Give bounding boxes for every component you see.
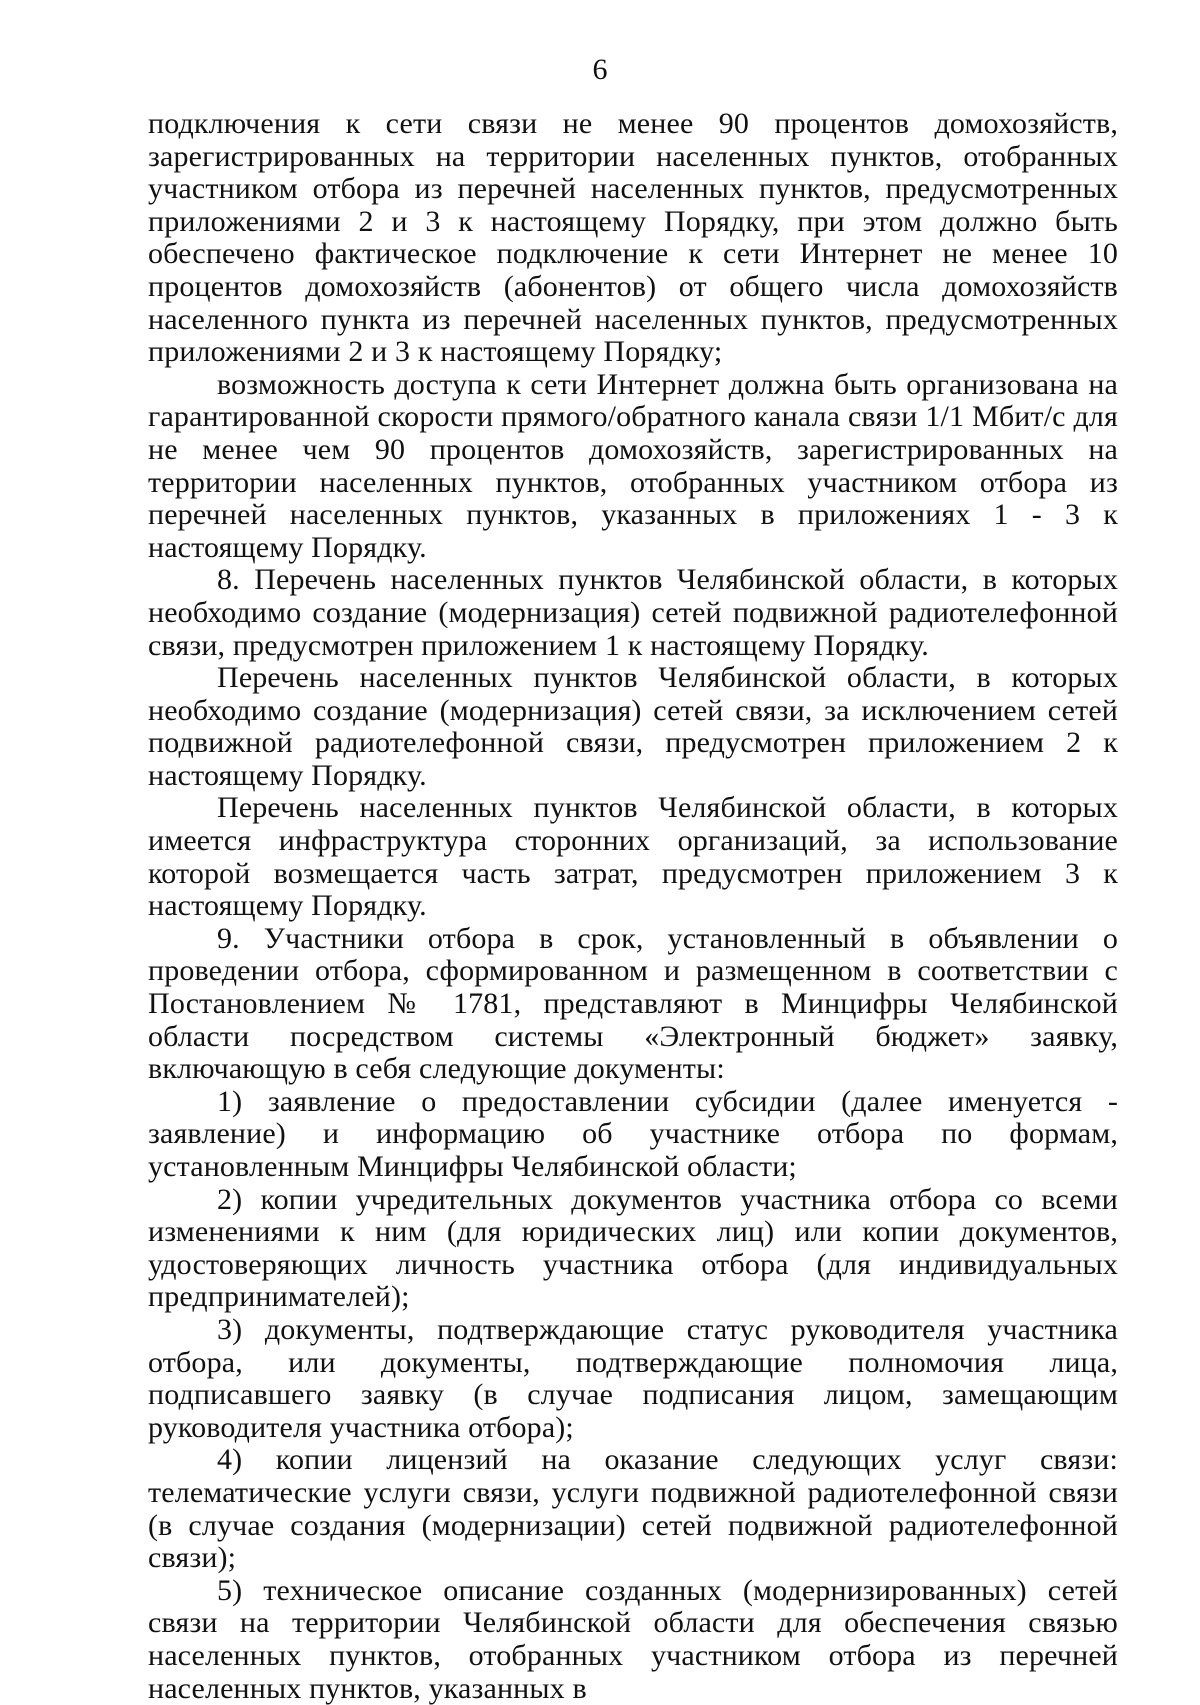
page-number: 6 (592, 53, 608, 86)
paragraph-continuation: подключения к сети связи не менее 90 процентов домохозяйств, зарегистрированных на территории населенных пунктов, отобранных участником отбора из перечней населенных пунктов, предусмотренных приложениями 2 и 3 к настоящему Порядку, при этом должно быть обеспечено фактическое подключение к сети Интернет не менее 10 процентов домохозяйств (абонентов) от общего числа домохозяйств населенного пункта из перечней населенных пунктов, предусмотренных приложениями 2 и 3 к настоящему Порядку; (148, 107, 1118, 369)
list-item-1: 1) заявление о предоставлении субсидии (далее именуется - заявление) и информацию об участнике отбора по формам, установленным Минцифры Челябинской области; (148, 1084, 1118, 1183)
list-item-4: 4) копии лицензий на оказание следующих услуг связи: телематические услуги связи, услуги подвижной радиотелефонной связи (в случае создания (модернизации) сетей подвижной радиотелефонной связи); (148, 1443, 1118, 1575)
paragraph-item-8: 8. Перечень населенных пунктов Челябинской области, в которых необходимо создание (модернизация) сетей подвижной радиотелефонной связи, предусмотрен приложением 1 к настоящему Порядку. (148, 563, 1118, 662)
paragraph-internet-access: возможность доступа к сети Интернет должна быть организована на гарантированной скорости прямого/обратного канала связи 1/1 Мбит/с для не менее чем 90 процентов домохозяйств, зарегистрированных на территории населенных пунктов, отобранных участником отбора из перечней населенных пунктов, указанных в приложениях 1 - 3 к настоящему Порядку. (148, 367, 1118, 564)
paragraph-item-9: 9. Участники отбора в срок, установленный в объявлении о проведении отбора, сформированном и размещенном в соответствии с Постановлением № 1781, представляют в Минцифры Челябинской области посредством системы «Электронный бюджет» заявку, включающую в себя следующие документы: (148, 921, 1118, 1086)
list-item-2: 2) копии учредительных документов участника отбора со всеми изменениями к ним (для юридических лиц) или копии документов, удостоверяющих личность участника отбора (для индивидуальных предпринимателей); (148, 1182, 1118, 1314)
document-body (148, 108, 1118, 1705)
paragraph-list-appendix-2: Перечень населенных пунктов Челябинской области, в которых необходимо создание (модернизация) сетей связи, за исключением сетей подвижной радиотелефонной связи, предусмотрен приложением 2 к настоящему Порядку. (148, 661, 1118, 792)
paragraph-list-appendix-3: Перечень населенных пунктов Челябинской области, в которых имеется инфраструктура сторонних организаций, за использование которой возмещается часть затрат, предусмотрен приложением 3 к настоящему Порядку. (148, 791, 1118, 923)
list-item-5: 5) техническое описание созданных (модернизированных) сетей связи на территории Челябинской области для обеспечения связью населенных пунктов, отобранных участником отбора из перечней населенных пунктов, указанных в (148, 1573, 1118, 1705)
list-item-3: 3) документы, подтверждающие статус руководителя участника отбора, или документы, подтверждающие полномочия лица, подписавшего заявку (в случае подписания лицом, замещающим руководителя участника отбора); (148, 1312, 1118, 1444)
